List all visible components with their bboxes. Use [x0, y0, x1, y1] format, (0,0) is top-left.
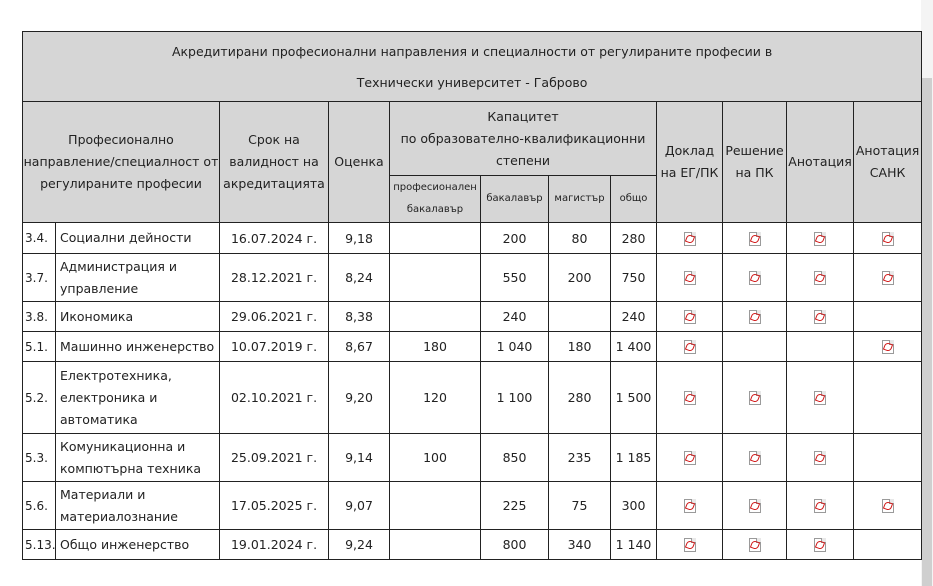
accreditation-table — [22, 31, 922, 560]
row-code: 3.7. — [23, 254, 56, 302]
decision-pdf-icon[interactable] — [749, 538, 761, 552]
row-decision-cell — [723, 223, 787, 254]
row-report-cell — [657, 530, 723, 560]
annotation-sank-pdf-icon[interactable] — [882, 340, 894, 354]
row-decision-cell — [723, 254, 787, 302]
report-pdf-icon[interactable] — [684, 538, 696, 552]
row-code: 5.1. — [23, 332, 56, 362]
header-annotation-sank: Анотация САНК — [854, 102, 922, 223]
row-total: 300 — [611, 482, 657, 530]
row-report-cell — [657, 362, 723, 434]
row-validity: 28.12.2021 г. — [220, 254, 329, 302]
row-grade: 9,07 — [329, 482, 390, 530]
row-bachelor: 225 — [481, 482, 549, 530]
header-prof-bachelor: професионален бакалавър — [390, 176, 481, 223]
header-decision: Решение на ПК — [723, 102, 787, 223]
table-row — [23, 254, 922, 302]
row-bachelor: 200 — [481, 223, 549, 254]
report-pdf-icon[interactable] — [684, 232, 696, 246]
row-sank-cell — [854, 530, 922, 560]
row-name: Комуникационна и компютърна техника — [56, 434, 220, 482]
row-sank-cell — [854, 302, 922, 332]
row-prof-bachelor: 120 — [390, 362, 481, 434]
row-total: 1 500 — [611, 362, 657, 434]
row-prof-bachelor — [390, 254, 481, 302]
annotation-pdf-icon[interactable] — [814, 271, 826, 285]
table-title-line2: Технически университет - Габрово — [356, 74, 588, 90]
row-validity: 02.10.2021 г. — [220, 362, 329, 434]
row-prof-bachelor: 100 — [390, 434, 481, 482]
row-master: 280 — [549, 362, 611, 434]
row-total: 1 400 — [611, 332, 657, 362]
header-validity: Срок на валидност на акредитацията — [220, 102, 329, 223]
report-pdf-icon[interactable] — [684, 271, 696, 285]
row-decision-cell — [723, 530, 787, 560]
row-bachelor: 550 — [481, 254, 549, 302]
annotation-sank-pdf-icon[interactable] — [882, 499, 894, 513]
row-sank-cell — [854, 254, 922, 302]
table-title-line1: Акредитирани професионални направления и специалности от регулираните професии в — [171, 43, 773, 59]
annotation-sank-pdf-icon[interactable] — [882, 271, 894, 285]
row-total: 750 — [611, 254, 657, 302]
row-bachelor: 1 100 — [481, 362, 549, 434]
report-pdf-icon[interactable] — [684, 310, 696, 324]
row-total: 280 — [611, 223, 657, 254]
table-row — [23, 223, 922, 254]
table-row — [23, 302, 922, 332]
report-pdf-icon[interactable] — [684, 451, 696, 465]
row-validity: 17.05.2025 г. — [220, 482, 329, 530]
report-pdf-icon[interactable] — [684, 340, 696, 354]
header-report: Доклад на ЕГ/ПК — [657, 102, 723, 223]
header-annotation: Анотация — [787, 102, 854, 223]
row-name: Социални дейности — [56, 223, 220, 254]
row-grade: 8,24 — [329, 254, 390, 302]
table-row — [23, 362, 922, 434]
header-grade: Оценка — [329, 102, 390, 223]
header-capacity — [390, 102, 657, 176]
row-decision-cell — [723, 482, 787, 530]
row-prof-bachelor — [390, 223, 481, 254]
decision-pdf-icon[interactable] — [749, 310, 761, 324]
report-pdf-icon[interactable] — [684, 391, 696, 405]
row-annotation-cell — [787, 254, 854, 302]
row-bachelor: 850 — [481, 434, 549, 482]
table-row — [23, 482, 922, 530]
row-master: 80 — [549, 223, 611, 254]
annotation-pdf-icon[interactable] — [814, 499, 826, 513]
row-total: 240 — [611, 302, 657, 332]
header-capacity-line1: Капацитет — [487, 108, 559, 124]
row-name: Администрация и управление — [56, 254, 220, 302]
row-sank-cell — [854, 332, 922, 362]
row-report-cell — [657, 482, 723, 530]
row-prof-bachelor — [390, 530, 481, 560]
row-master — [549, 302, 611, 332]
table-row — [23, 332, 922, 362]
row-bachelor: 1 040 — [481, 332, 549, 362]
row-sank-cell — [854, 362, 922, 434]
table-row — [23, 434, 922, 482]
scrollbar-track[interactable] — [921, 0, 933, 586]
row-report-cell — [657, 302, 723, 332]
header-total: общо — [611, 176, 657, 223]
row-validity: 10.07.2019 г. — [220, 332, 329, 362]
annotation-sank-pdf-icon[interactable] — [882, 232, 894, 246]
row-master: 180 — [549, 332, 611, 362]
scrollbar-thumb[interactable] — [922, 78, 932, 586]
table-title — [23, 32, 922, 102]
row-annotation-cell — [787, 482, 854, 530]
annotation-pdf-icon[interactable] — [814, 391, 826, 405]
row-code: 3.4. — [23, 223, 56, 254]
row-grade: 9,18 — [329, 223, 390, 254]
row-report-cell — [657, 223, 723, 254]
row-sank-cell — [854, 434, 922, 482]
row-grade: 9,14 — [329, 434, 390, 482]
row-report-cell — [657, 332, 723, 362]
row-decision-cell — [723, 332, 787, 362]
row-decision-cell — [723, 362, 787, 434]
decision-pdf-icon[interactable] — [749, 271, 761, 285]
row-sank-cell — [854, 223, 922, 254]
row-prof-bachelor — [390, 482, 481, 530]
row-name: Електротехника, електроника и автоматика — [56, 362, 220, 434]
row-grade: 8,67 — [329, 332, 390, 362]
row-validity: 16.07.2024 г. — [220, 223, 329, 254]
row-total: 1 185 — [611, 434, 657, 482]
header-bachelor: бакалавър — [481, 176, 549, 223]
row-master: 75 — [549, 482, 611, 530]
header-capacity-line2: по образователно-квалификационни степени — [400, 130, 646, 168]
row-master: 340 — [549, 530, 611, 560]
annotation-pdf-icon[interactable] — [814, 232, 826, 246]
decision-pdf-icon[interactable] — [749, 499, 761, 513]
table-row — [23, 530, 922, 560]
annotation-pdf-icon[interactable] — [814, 538, 826, 552]
row-bachelor: 240 — [481, 302, 549, 332]
row-decision-cell — [723, 302, 787, 332]
row-report-cell — [657, 434, 723, 482]
row-name: Материали и материалознание — [56, 482, 220, 530]
row-validity: 29.06.2021 г. — [220, 302, 329, 332]
decision-pdf-icon[interactable] — [749, 451, 761, 465]
row-validity: 19.01.2024 г. — [220, 530, 329, 560]
header-master: магистър — [549, 176, 611, 223]
row-annotation-cell — [787, 332, 854, 362]
row-name: Икономика — [56, 302, 220, 332]
row-prof-bachelor: 180 — [390, 332, 481, 362]
row-annotation-cell — [787, 530, 854, 560]
row-annotation-cell — [787, 362, 854, 434]
row-annotation-cell — [787, 434, 854, 482]
row-grade: 8,38 — [329, 302, 390, 332]
row-report-cell — [657, 254, 723, 302]
row-code: 5.6. — [23, 482, 56, 530]
row-grade: 9,24 — [329, 530, 390, 560]
header-direction: Професионално направление/специалност от регулираните професии — [23, 102, 220, 223]
row-master: 235 — [549, 434, 611, 482]
row-code: 3.8. — [23, 302, 56, 332]
decision-pdf-icon[interactable] — [749, 391, 761, 405]
annotation-pdf-icon[interactable] — [814, 451, 826, 465]
row-name: Общо инженерство — [56, 530, 220, 560]
row-annotation-cell — [787, 223, 854, 254]
row-total: 1 140 — [611, 530, 657, 560]
row-master: 200 — [549, 254, 611, 302]
row-code: 5.13. — [23, 530, 56, 560]
row-bachelor: 800 — [481, 530, 549, 560]
row-code: 5.3. — [23, 434, 56, 482]
row-sank-cell — [854, 482, 922, 530]
row-validity: 25.09.2021 г. — [220, 434, 329, 482]
row-decision-cell — [723, 434, 787, 482]
report-pdf-icon[interactable] — [684, 499, 696, 513]
annotation-pdf-icon[interactable] — [814, 310, 826, 324]
row-name: Машинно инженерство — [56, 332, 220, 362]
row-annotation-cell — [787, 302, 854, 332]
decision-pdf-icon[interactable] — [749, 232, 761, 246]
row-grade: 9,20 — [329, 362, 390, 434]
row-prof-bachelor — [390, 302, 481, 332]
row-code: 5.2. — [23, 362, 56, 434]
